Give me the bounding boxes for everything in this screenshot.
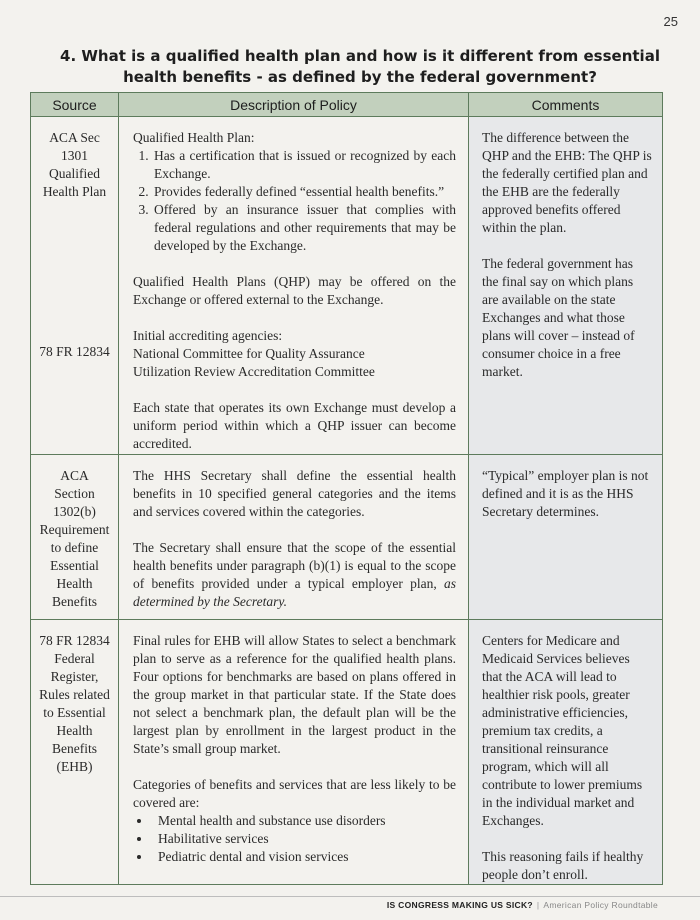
comments-cell: [469, 455, 663, 620]
source-line: ACA Sec: [49, 130, 100, 145]
source-line: Register,: [50, 669, 99, 684]
source-line: 1302(b): [53, 504, 96, 519]
description-paragraph: Each state that operates its own Exchange must develop a uniform period within which a QHP issuer can become accredited.: [133, 400, 456, 451]
list-item: 1. Has a certification that is issued or recognized by each Exchange.: [152, 147, 456, 183]
source-line: Rules related: [39, 687, 110, 702]
column-header-comments: Comments: [469, 93, 663, 117]
page-number: 25: [663, 14, 678, 29]
source-line: Health: [56, 723, 93, 738]
source-line: Benefits: [52, 594, 97, 609]
description-title: Qualified Health Plan:: [133, 130, 255, 145]
description-cell: [119, 117, 469, 455]
description-paragraph: [133, 539, 456, 611]
footer: [387, 900, 658, 910]
description-cell: [119, 620, 469, 885]
list-item: 3. Offered by an insurance issuer that complies with federal regulations and other requirements that may be developed by the Exchange.: [152, 201, 456, 255]
footer-rule: [0, 896, 700, 897]
accrediting-agency: Utilization Review Accreditation Committee: [133, 364, 375, 379]
page-heading: [60, 46, 660, 88]
list-item: • Pediatric dental and vision services: [152, 848, 456, 866]
table-row: [31, 117, 663, 455]
list-item: • Mental health and substance use disorders: [152, 812, 456, 830]
qhp-criteria-list: [133, 147, 456, 255]
column-header-source: Source: [31, 93, 119, 117]
footer-organization: American Policy Roundtable: [543, 900, 658, 910]
source-cell: [31, 117, 119, 455]
source-reference: 78 FR 12834: [39, 344, 110, 359]
description-paragraph: Final rules for EHB will allow States to select a benchmark plan to serve as a reference for the qualified health plans. Four options for benchmarks are based on plans offered in the group market in that particular state. If the State does not select a benchmark plan, the default plan will be the largest plan by enrollment in the largest product in the State’s small group market.: [133, 633, 456, 756]
table-row: [31, 620, 663, 885]
comment-paragraph: The federal government has the final say on which plans are available on the state Exchanges and what those plans will cover – instead of consumer choice in a free market.: [482, 256, 635, 379]
source-line: Federal: [54, 651, 95, 666]
description-cell: [119, 455, 469, 620]
source-line: 78 FR 12834: [39, 633, 110, 648]
table-row: [31, 455, 663, 620]
footer-separator: |: [536, 900, 540, 910]
comment-paragraph: The difference between the QHP and the EHB: The QHP is the federally certified plan and the EHB are the federally approved benefits offered within the plan.: [482, 130, 652, 235]
description-paragraph: Categories of benefits and services that are less likely to be covered are:: [133, 777, 456, 810]
source-line: 1301: [61, 148, 88, 163]
description-paragraph: Qualified Health Plans (QHP) may be offered on the Exchange or offered external to the Exchange.: [133, 274, 456, 307]
benefit-categories-list: [133, 812, 456, 866]
source-line: Benefits: [52, 741, 97, 756]
accrediting-agencies-title: Initial accrediting agencies:: [133, 328, 283, 343]
footer-title: IS CONGRESS MAKING US SICK?: [386, 900, 533, 910]
heading-line-1: 4. What is a qualified health plan and how is it different from essential: [60, 47, 660, 65]
comment-paragraph: Centers for Medicare and Medicaid Services believes that the ACA will lead to healthier risk pools, greater administrative efficiencies, premium tax credits, a transitional reinsurance program, which will all contribute to lower premiums in the individual market and Exchanges.: [482, 633, 643, 828]
source-cell: [31, 620, 119, 885]
source-line: ACA: [60, 468, 89, 483]
source-line: to define: [50, 540, 99, 555]
source-line: Health: [56, 576, 93, 591]
source-line: to Essential: [43, 705, 106, 720]
source-line: Qualified: [49, 166, 100, 181]
comments-cell: [469, 117, 663, 455]
description-paragraph: The HHS Secretary shall define the essential health benefits in 10 specified general categories and the items and services covered within the categories.: [133, 468, 456, 519]
table-header-row: [31, 93, 663, 117]
column-header-description: Description of Policy: [119, 93, 469, 117]
source-line: Health Plan: [42, 184, 107, 199]
comments-cell: [469, 620, 663, 885]
source-line: Requirement: [39, 522, 110, 537]
description-text: The Secretary shall ensure that the scope of the essential health benefits under paragraph (b)(1) is equal to the scope of benefits provided under a typical employer plan,: [133, 540, 456, 591]
emphasized-text: as determined by the Secretary.: [133, 576, 456, 609]
comment-paragraph: This reasoning fails if healthy people don’t enroll.: [482, 849, 644, 882]
source-line: Essential: [50, 558, 99, 573]
heading-line-2: health benefits - as defined by the federal government?: [123, 68, 597, 86]
list-item: 2. Provides federally defined “essential health benefits.”: [152, 183, 456, 201]
source-cell: [31, 455, 119, 620]
source-line: Section: [54, 486, 95, 501]
comment-paragraph: “Typical” employer plan is not defined and it is as the HHS Secretary determines.: [482, 468, 649, 519]
accrediting-agency: National Committee for Quality Assurance: [133, 346, 365, 361]
source-line: (EHB): [56, 759, 93, 774]
policy-table: [30, 92, 663, 885]
list-item: • Habilitative services: [152, 830, 456, 848]
